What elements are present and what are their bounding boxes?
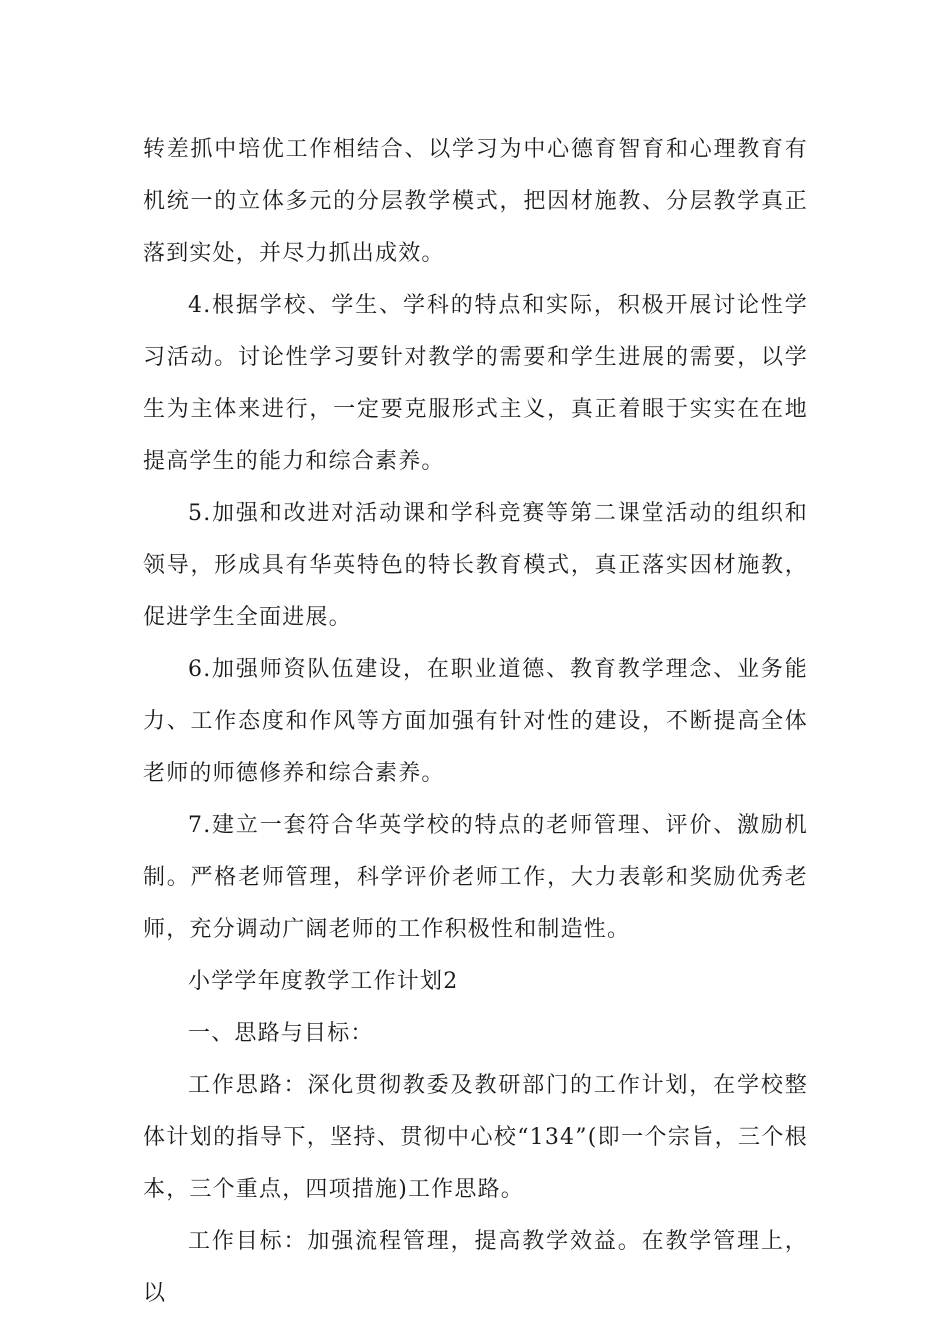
section-title: 小学学年度教学工作计划2 xyxy=(188,969,459,994)
paragraph-item-6: 6.加强师资队伍建设，在职业道德、教育教学理念、业务能力、工作态度和作风等方面加强有针对性的建设，不断提高全体老师的师德修养和综合素养。 xyxy=(143,657,808,786)
paragraph-work-approach: 工作思路：深化贯彻教委及教研部门的工作计划，在学校整体计划的指导下，坚持、贯彻中心校“134”(即一个宗旨，三个根本，三个重点，四项措施)工作思路。 xyxy=(143,1073,808,1202)
paragraph-continuation: 转差抓中培优工作相结合、以学习为中心德育智育和心理教育有机统一的立体多元的分层教学模式，把因材施教、分层教学真正落到实处，并尽力抓出成效。 xyxy=(143,137,808,266)
paragraph-item-7: 7.建立一套符合华英学校的特点的老师管理、评价、激励机制。严格老师管理，科学评价老师工作，大力表彰和奖励优秀老师，充分调动广阔老师的工作积极性和制造性。 xyxy=(143,813,808,942)
paragraph-work-goal: 工作目标：加强流程管理，提高教学效益。在教学管理上，以 xyxy=(143,1229,808,1306)
paragraph-item-4: 4.根据学校、学生、学科的特点和实际，积极开展讨论性学习活动。讨论性学习要针对教学的需要和学生进展的需要，以学生为主体来进行，一定要克服形式主义，真正着眼于实实在在地提高学生的能力和综合素养。 xyxy=(143,293,808,474)
paragraph-item-5: 5.加强和改进对活动课和学科竞赛等第二课堂活动的组织和领导，形成具有华英特色的特长教育模式，真正落实因材施教，促进学生全面进展。 xyxy=(143,501,808,630)
document-body xyxy=(143,124,808,1320)
section-heading: 一、思路与目标： xyxy=(188,1021,374,1046)
